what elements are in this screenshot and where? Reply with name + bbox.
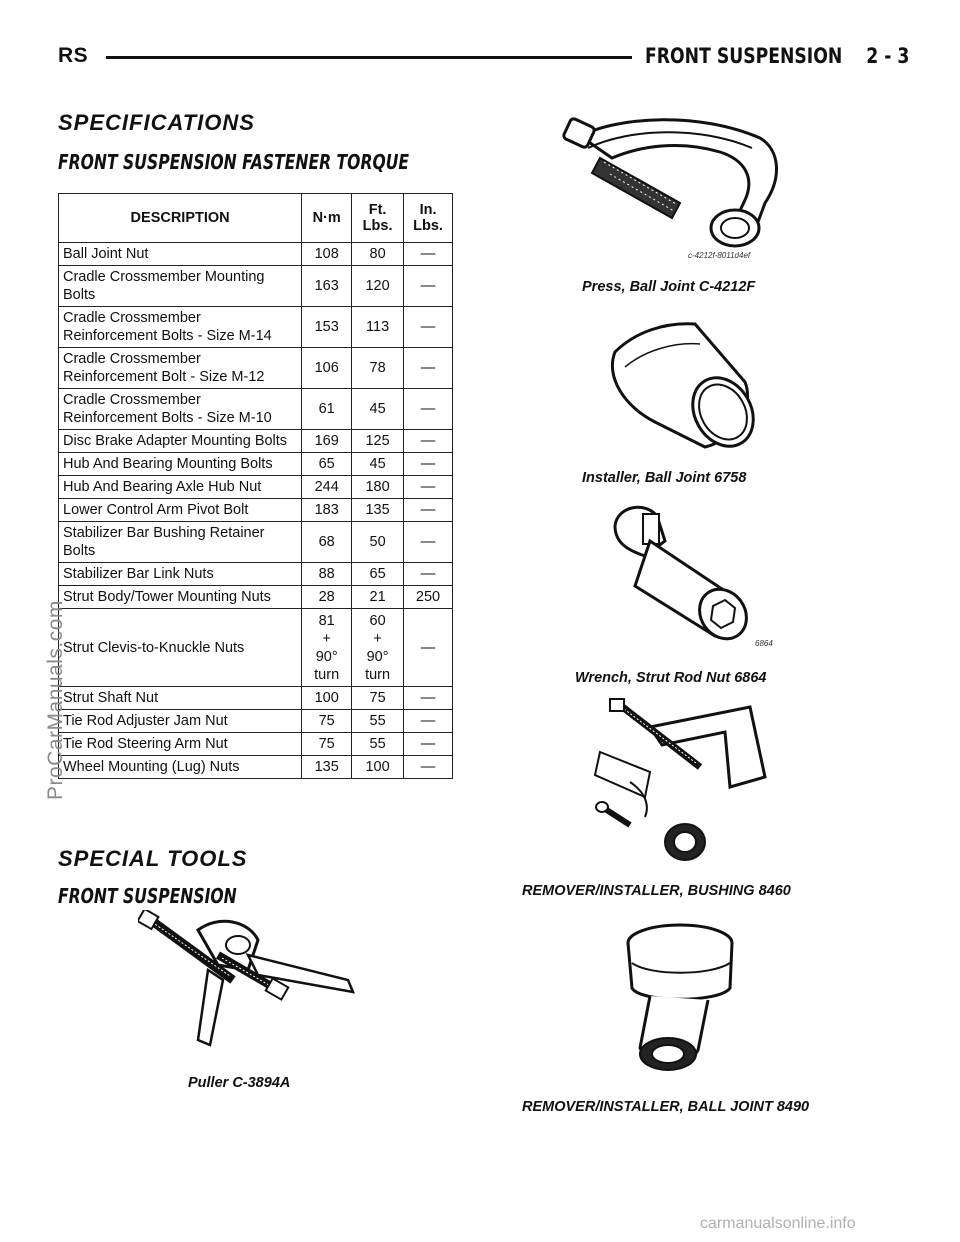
in-lbs-cell: — <box>404 710 453 733</box>
ft-lbs-cell: 75 <box>352 687 404 710</box>
description-cell: Ball Joint Nut <box>59 243 302 266</box>
column-header: N·m <box>302 194 352 243</box>
ft-lbs-cell: 65 <box>352 563 404 586</box>
puller-illustration <box>138 910 368 1065</box>
nm-cell: 75 <box>302 710 352 733</box>
nm-cell: 88 <box>302 563 352 586</box>
in-lbs-cell: — <box>404 476 453 499</box>
in-lbs-cell: — <box>404 563 453 586</box>
description-cell: Tie Rod Steering Arm Nut <box>59 733 302 756</box>
ft-lbs-cell: 125 <box>352 430 404 453</box>
in-lbs-cell: — <box>404 430 453 453</box>
caption-wrench: Wrench, Strut Rod Nut 6864 <box>575 670 767 686</box>
in-lbs-cell: — <box>404 756 453 779</box>
description-cell: Hub And Bearing Mounting Bolts <box>59 453 302 476</box>
in-lbs-cell: — <box>404 499 453 522</box>
description-cell: Strut Shaft Nut <box>59 687 302 710</box>
description-cell: Cradle Crossmember Mounting Bolts <box>59 266 302 307</box>
caption-press: Press, Ball Joint C-4212F <box>582 279 756 295</box>
caption-remover-bushing: REMOVER/INSTALLER, BUSHING 8460 <box>522 883 791 899</box>
ft-lbs-cell: 113 <box>352 307 404 348</box>
in-lbs-cell: — <box>404 687 453 710</box>
in-lbs-cell: — <box>404 733 453 756</box>
heading-torque-table: FRONT SUSPENSION FASTENER TORQUE <box>58 150 410 174</box>
table-row <box>59 609 453 687</box>
ft-lbs-cell: 80 <box>352 243 404 266</box>
torque-table <box>58 193 453 779</box>
description-cell: Strut Clevis-to-Knuckle Nuts <box>59 609 302 687</box>
description-cell: Hub And Bearing Axle Hub Nut <box>59 476 302 499</box>
ft-lbs-cell: 100 <box>352 756 404 779</box>
description-cell: Stabilizer Bar Link Nuts <box>59 563 302 586</box>
installer-ball-joint-illustration <box>595 312 765 462</box>
table-row <box>59 733 453 756</box>
table-header-row <box>59 194 453 243</box>
heading-specifications: SPECIFICATIONS <box>58 110 255 135</box>
watermark-bottom: carmanualsonline.info <box>700 1215 856 1232</box>
nm-cell: 100 <box>302 687 352 710</box>
table-row <box>59 348 453 389</box>
ft-lbs-cell: 21 <box>352 586 404 609</box>
heading-special-tools: SPECIAL TOOLS <box>58 846 248 871</box>
in-lbs-cell: — <box>404 522 453 563</box>
description-cell: Strut Body/Tower Mounting Nuts <box>59 586 302 609</box>
ft-lbs-cell: 45 <box>352 453 404 476</box>
description-cell: Disc Brake Adapter Mounting Bolts <box>59 430 302 453</box>
nm-cell: 106 <box>302 348 352 389</box>
in-lbs-cell: — <box>404 453 453 476</box>
description-cell: Wheel Mounting (Lug) Nuts <box>59 756 302 779</box>
table-row <box>59 687 453 710</box>
nm-cell: 81 + 90° turn <box>302 609 352 687</box>
column-header: DESCRIPTION <box>59 194 302 243</box>
in-lbs-cell: — <box>404 307 453 348</box>
table-row <box>59 756 453 779</box>
caption-remover-ball-joint: REMOVER/INSTALLER, BALL JOINT 8490 <box>522 1099 810 1115</box>
nm-cell: 244 <box>302 476 352 499</box>
description-cell: Cradle Crossmember Reinforcement Bolt - Size M-12 <box>59 348 302 389</box>
remover-installer-ball-joint-illustration <box>610 918 750 1078</box>
in-lbs-cell: — <box>404 266 453 307</box>
in-lbs-cell: 250 <box>404 586 453 609</box>
nm-cell: 163 <box>302 266 352 307</box>
nm-cell: 135 <box>302 756 352 779</box>
table-row <box>59 266 453 307</box>
ft-lbs-cell: 55 <box>352 733 404 756</box>
nm-cell: 108 <box>302 243 352 266</box>
table-row <box>59 243 453 266</box>
press-ball-joint-illustration <box>560 108 790 268</box>
header-section-code: RS <box>58 44 89 67</box>
ft-lbs-cell: 180 <box>352 476 404 499</box>
in-lbs-cell: — <box>404 609 453 687</box>
in-lbs-cell: — <box>404 243 453 266</box>
nm-cell: 28 <box>302 586 352 609</box>
heading-front-suspension: FRONT SUSPENSION <box>58 884 237 908</box>
table-row <box>59 586 453 609</box>
press-figure-id: c-4212f-8011d4ef <box>688 251 751 260</box>
in-lbs-cell: — <box>404 348 453 389</box>
description-cell: Cradle Crossmember Reinforcement Bolts - Size M-10 <box>59 389 302 430</box>
table-row <box>59 563 453 586</box>
ft-lbs-cell: 55 <box>352 710 404 733</box>
description-cell: Cradle Crossmember Reinforcement Bolts - Size M-14 <box>59 307 302 348</box>
wrench-strut-rod-nut-illustration <box>595 496 795 656</box>
header-chapter-page: FRONT SUSPENSION 2 - 3 <box>645 44 910 68</box>
caption-installer: Installer, Ball Joint 6758 <box>582 470 747 486</box>
nm-cell: 183 <box>302 499 352 522</box>
remover-installer-bushing-illustration <box>590 697 800 867</box>
ft-lbs-cell: 60 + 90° turn <box>352 609 404 687</box>
nm-cell: 75 <box>302 733 352 756</box>
ft-lbs-cell: 45 <box>352 389 404 430</box>
description-cell: Lower Control Arm Pivot Bolt <box>59 499 302 522</box>
table-row <box>59 389 453 430</box>
nm-cell: 68 <box>302 522 352 563</box>
wrench-figure-id: 6864 <box>755 639 773 648</box>
nm-cell: 153 <box>302 307 352 348</box>
table-row <box>59 522 453 563</box>
ft-lbs-cell: 120 <box>352 266 404 307</box>
header-rule <box>106 56 632 59</box>
table-row <box>59 499 453 522</box>
nm-cell: 169 <box>302 430 352 453</box>
description-cell: Stabilizer Bar Bushing Retainer Bolts <box>59 522 302 563</box>
ft-lbs-cell: 135 <box>352 499 404 522</box>
in-lbs-cell: — <box>404 389 453 430</box>
table-row <box>59 710 453 733</box>
nm-cell: 61 <box>302 389 352 430</box>
ft-lbs-cell: 50 <box>352 522 404 563</box>
table-row <box>59 476 453 499</box>
table-row <box>59 430 453 453</box>
nm-cell: 65 <box>302 453 352 476</box>
table-row <box>59 307 453 348</box>
table-row <box>59 453 453 476</box>
column-header: In. Lbs. <box>404 194 453 243</box>
column-header: Ft. Lbs. <box>352 194 404 243</box>
caption-puller: Puller C-3894A <box>188 1075 291 1091</box>
ft-lbs-cell: 78 <box>352 348 404 389</box>
watermark-side: ProCarManuals.com <box>44 600 67 800</box>
description-cell: Tie Rod Adjuster Jam Nut <box>59 710 302 733</box>
